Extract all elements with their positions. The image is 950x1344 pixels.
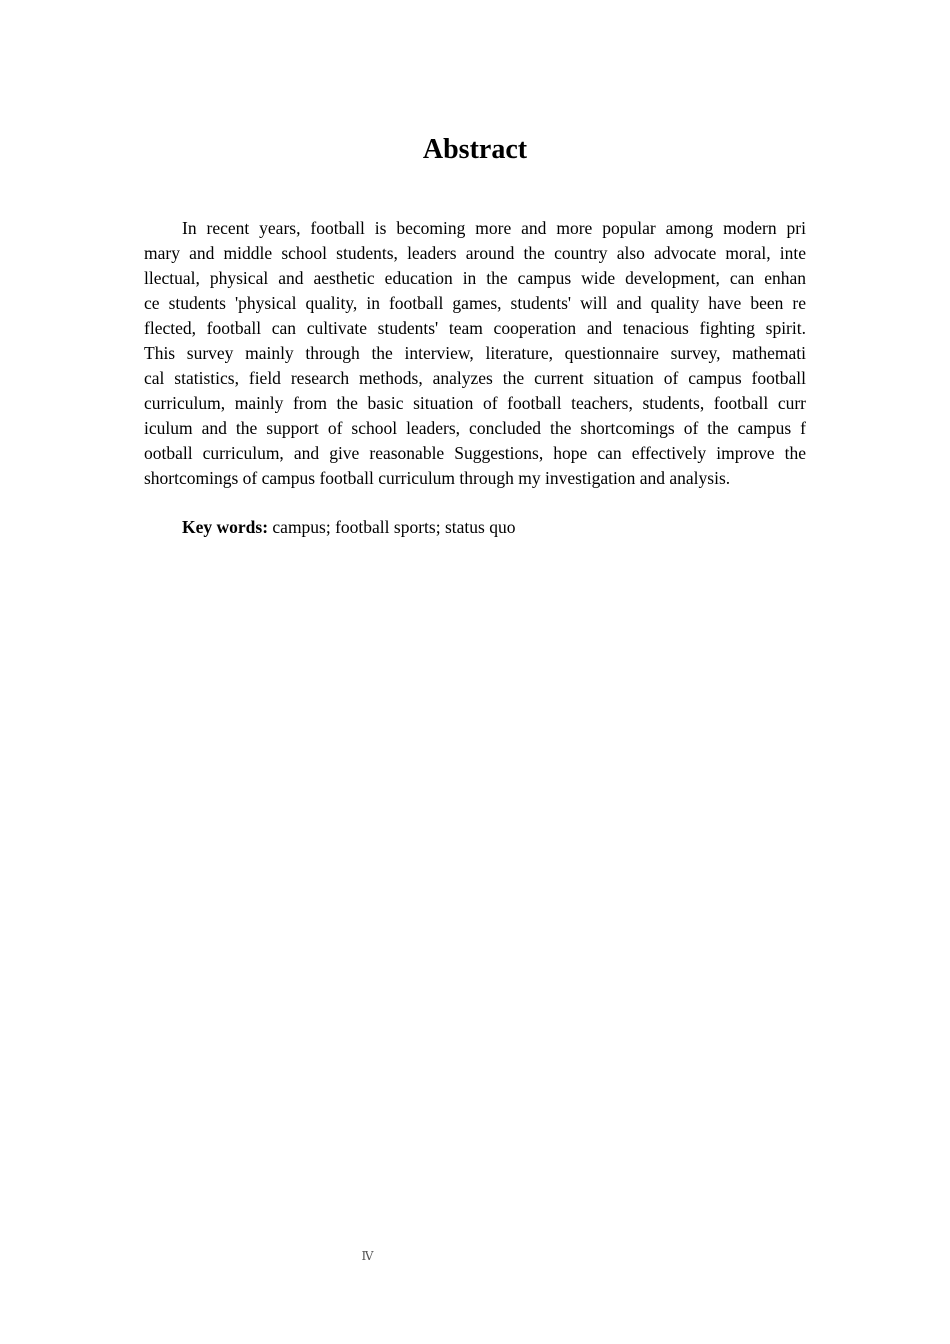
page-number: Ⅳ	[361, 1249, 375, 1263]
abstract-body	[144, 216, 806, 491]
abstract-line: curriculum, mainly from the basic situation of football teachers, students, football curr	[144, 393, 806, 413]
abstract-line: This survey mainly through the interview, literature, questionnaire survey, mathemati	[144, 343, 806, 363]
abstract-line: mary and middle school students, leaders around the country also advocate moral, inte	[144, 243, 806, 263]
abstract-line: shortcomings of campus football curriculum through my investigation and analysis.	[144, 468, 731, 488]
abstract-line: flected, football can cultivate students' team cooperation and tenacious fighting spirit.	[144, 318, 806, 338]
abstract-line: cal statistics, field research methods, analyzes the current situation of campus football	[144, 368, 806, 388]
abstract-line: In recent years, football is becoming more and more popular among modern pri	[182, 218, 806, 238]
keywords-label: Key words:	[182, 517, 269, 537]
abstract-line: llectual, physical and aesthetic education in the campus wide development, can enhan	[144, 268, 806, 288]
abstract-line: ce students 'physical quality, in football games, students' will and quality have been re	[144, 293, 806, 313]
keywords-value: campus; football sports; status quo	[272, 517, 516, 537]
abstract-line: ootball curriculum, and give reasonable Suggestions, hope can effectively improve the	[144, 443, 806, 463]
keywords-paragraph	[182, 515, 515, 540]
abstract-line: iculum and the support of school leaders, concluded the shortcomings of the campus f	[144, 418, 806, 438]
abstract-title: Abstract	[422, 134, 528, 165]
